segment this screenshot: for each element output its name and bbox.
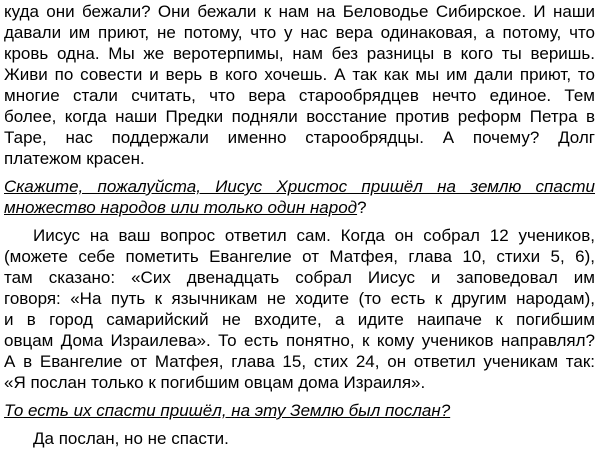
text-line: овцам Дома Израилева». То есть понятно, к кому учеников направлял? bbox=[4, 331, 595, 350]
text-line: кровь одна. Мы же веротерпимы, нам без разницы в кого ты веришь. bbox=[4, 44, 595, 63]
question-line: То есть их спасти пришёл, на эту Землю был послан? bbox=[4, 401, 451, 420]
text-line: там сказано: «Сих двенадцать собрал Иисус и заповедовал им bbox=[4, 268, 595, 287]
text-line: Живи по совести и верь в кого хочешь. А так как мы им дали приют, то bbox=[4, 65, 595, 84]
text-line: (можете себе пометить Евангелие от Матфея, глава 10, стихи 5, 6), bbox=[4, 247, 595, 266]
answer-line: Да послан, но не спасти. bbox=[33, 429, 229, 448]
question-line: Скажите, пожалуйста, Иисус Христос пришёл на землю спасти bbox=[4, 177, 595, 196]
text-line: Таре, нас поддержали именно старообрядцы. А почему? Долг bbox=[4, 128, 595, 147]
text-line: давали им приют, не потому, что у нас вера одинаковая, а потому, что bbox=[4, 23, 595, 42]
text-line: более, когда наши Предки подняли восстание против реформ Петра в bbox=[4, 107, 595, 126]
text-line: говоря: «На путь к язычникам не ходите (то есть к другим народам), bbox=[4, 289, 595, 308]
text-line: куда они бежали? Они бежали к нам на Беловодье Сибирское. И наши bbox=[4, 2, 595, 21]
question-mark: ? bbox=[357, 198, 367, 217]
text-line: А в Евангелие от Матфея, глава 15, стих 24, он ответил ученикам так: bbox=[4, 352, 595, 371]
question-text: множество народов или только один народ bbox=[4, 198, 358, 217]
text-line: платежом красен. bbox=[4, 149, 145, 168]
text-line: Иисус на ваш вопрос ответил сам. Когда он собрал 12 учеников, bbox=[33, 226, 595, 245]
question-line bbox=[4, 198, 595, 218]
text-line: и в город самарийский не входите, а идите наипаче к погибшим bbox=[4, 310, 595, 329]
text-line: «Я послан только к погибшим овцам дома Израиля». bbox=[4, 373, 426, 392]
text-line: многие стали считать, что вера старообрядцев нечто единое. Тем bbox=[4, 86, 595, 105]
